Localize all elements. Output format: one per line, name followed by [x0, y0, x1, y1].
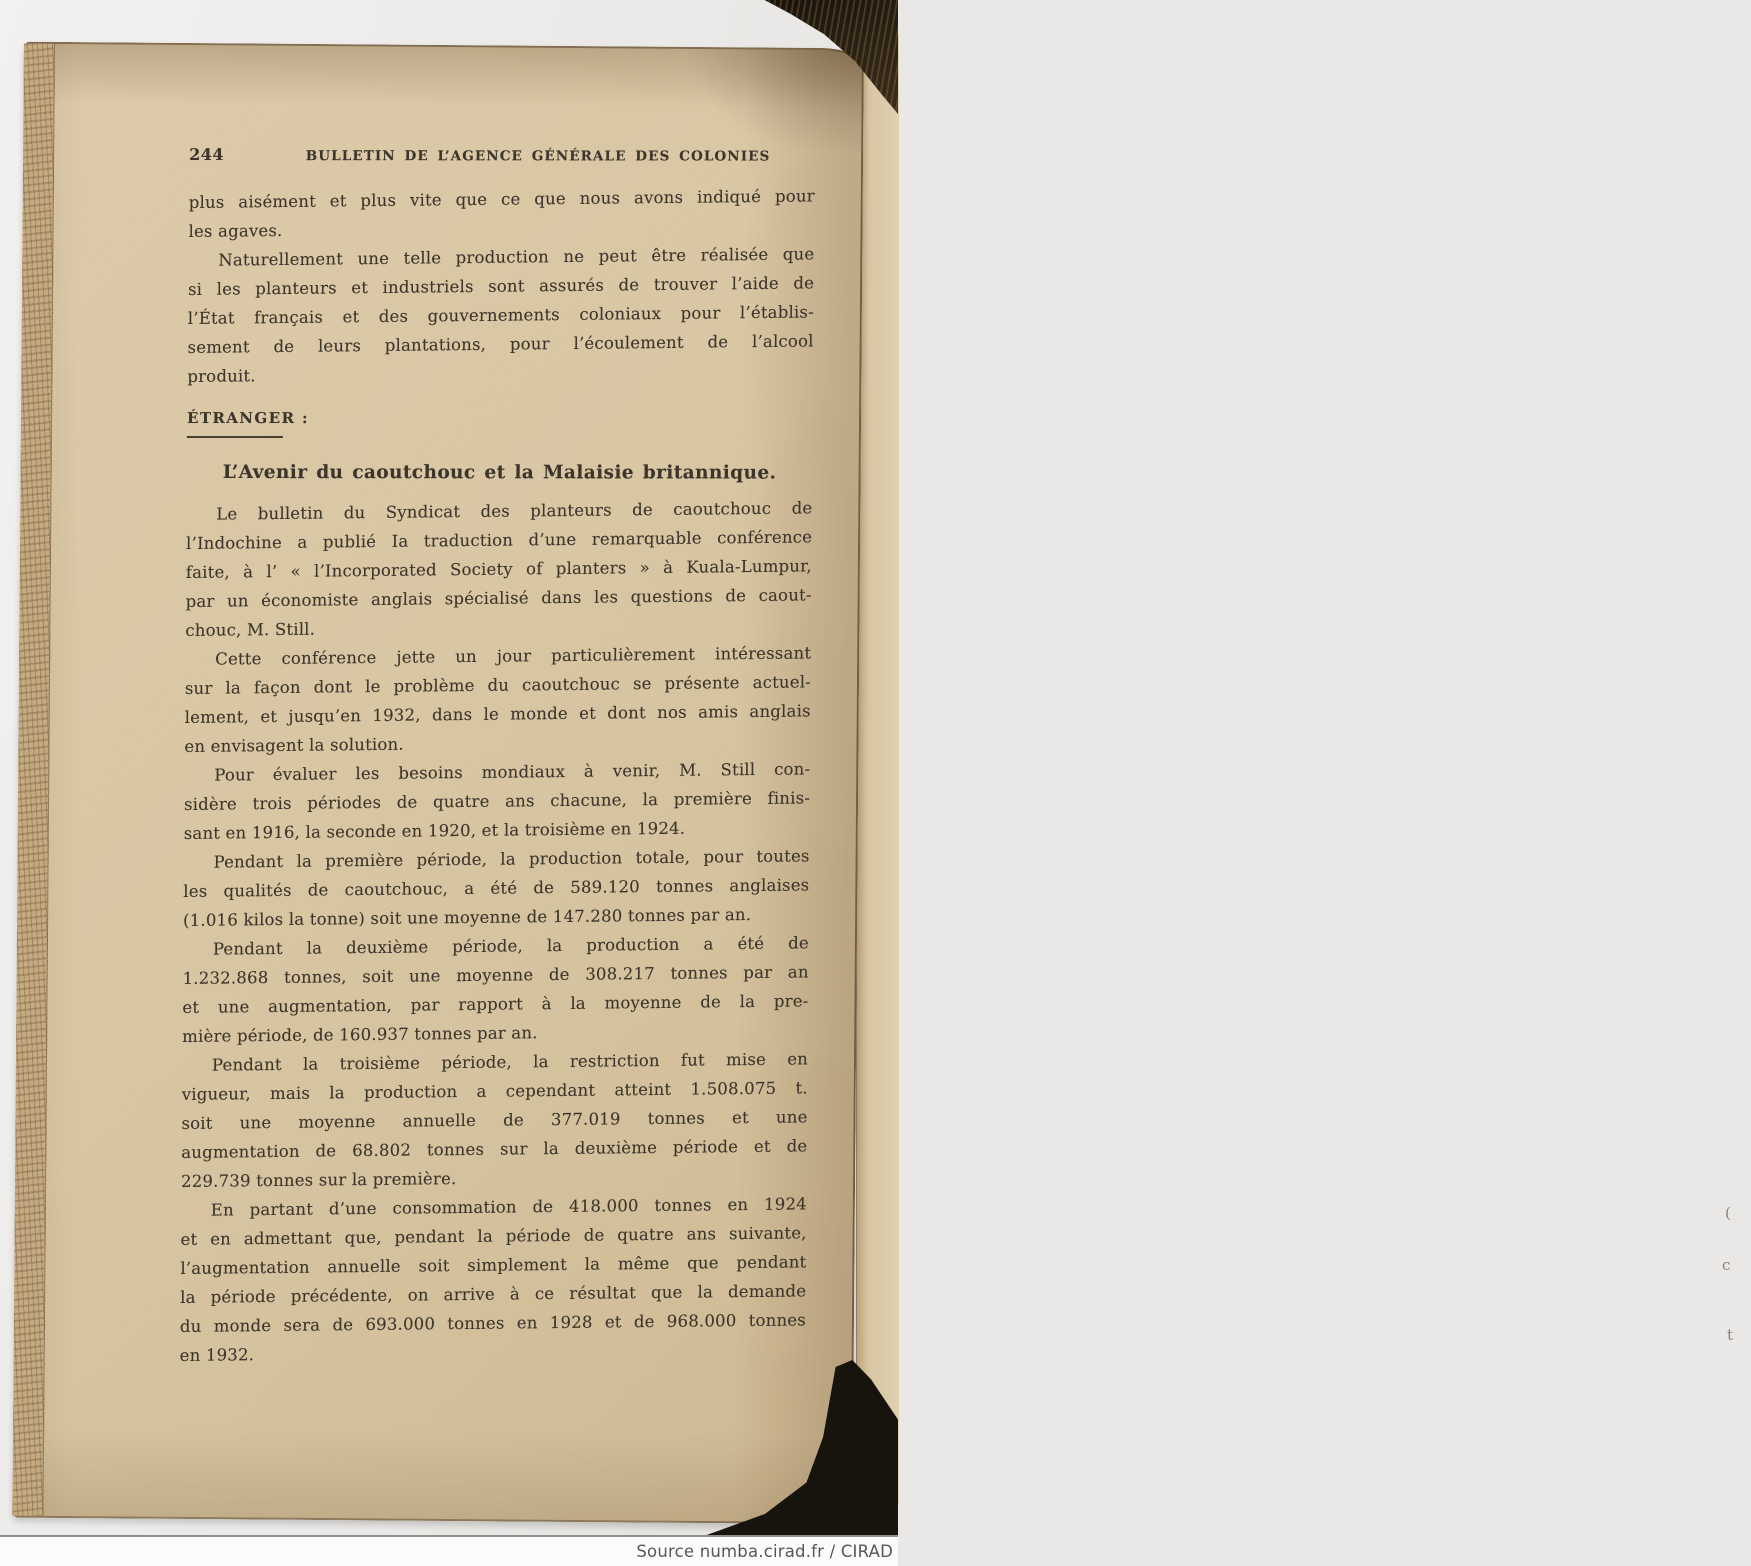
cut-glyph: (	[1725, 1204, 1731, 1222]
section-label: ÉTRANGER :	[186, 408, 310, 428]
text-line: Pendant la deuxième période, la production a été de	[212, 933, 810, 959]
running-header	[189, 145, 815, 165]
text-line: Cette conférence jette un jour particulièrement intéressant	[215, 643, 812, 669]
text-line: l’Indochine a publié Ia traduction d’une remarquable conférence	[185, 527, 813, 553]
paragraph	[184, 761, 811, 853]
text-line: 229.739 tonnes sur la première.	[180, 1169, 457, 1191]
paragraph	[184, 645, 811, 766]
text-line: chouc, M. Still.	[185, 619, 316, 640]
text-line: vigueur, mais la production a cependant atteint 1.508.075 t.	[181, 1078, 808, 1104]
cut-glyph: t	[1727, 1326, 1734, 1344]
cut-glyph: c	[1722, 1256, 1731, 1274]
paragraph	[187, 246, 814, 396]
article-title: L’Avenir du caoutchouc et la Malaisie britannique.	[222, 462, 777, 484]
text-line: augmentation de 68.802 tonnes sur la deuxième période et de	[181, 1136, 808, 1162]
book-page	[12, 42, 864, 1525]
page-content	[180, 145, 816, 1375]
page-number: 244	[189, 144, 225, 165]
text-line: (1.016 kilos la tonne) soit une moyenne de 147.280 tonnes par an.	[183, 905, 752, 930]
text-line: les agaves.	[188, 220, 283, 241]
paragraph	[185, 500, 812, 650]
paragraph	[182, 935, 809, 1056]
source-attribution: Source numba.cirad.fr / CIRAD	[636, 1542, 893, 1561]
text-line: soit une moyenne annuelle de 377.019 tonnes et une	[181, 1107, 808, 1133]
section-rule	[187, 436, 283, 438]
text-line: produit.	[187, 366, 256, 386]
intro-paragraphs	[187, 188, 815, 396]
journal-title: BULLETIN DE L’AGENCE GÉNÉRALE DES COLONIES	[305, 148, 771, 165]
paragraph	[181, 1051, 808, 1201]
paragraph	[180, 1196, 807, 1375]
text-line: l’État français et des gouvernements coloniaux pour l’établis-	[187, 302, 814, 328]
text-line: sidère trois périodes de quatre ans chacune, la première finis-	[183, 788, 811, 814]
text-line: si les planteurs et industriels sont assurés de trouver l’aide de	[187, 273, 815, 299]
text-line: En partant d’une consommation de 418.000 tonnes en 1924	[210, 1194, 807, 1220]
text-line: et en admettant que, pendant la période de quatre ans suivante,	[180, 1223, 807, 1249]
text-line: par un économiste anglais spécialisé dans les questions de caout-	[185, 585, 812, 611]
text-line: Naturellement une telle production ne peut être réalisée que	[218, 244, 815, 270]
text-line: la période précédente, on arrive à ce résultat que la demande	[180, 1281, 807, 1307]
text-line: sement de leurs plantations, pour l’écoulement de l’alcool	[187, 331, 814, 357]
page-deckle-edge	[12, 44, 55, 1516]
section-heading	[187, 407, 813, 439]
text-line: du monde sera de 693.000 tonnes en 1928 et de 968.000 tonnes	[179, 1310, 807, 1336]
facing-page-edge	[856, 34, 1734, 1504]
paragraph	[183, 848, 810, 940]
text-line: sur la façon dont le problème du caoutchouc se présente actuel-	[184, 672, 812, 698]
text-line: mière période, de 160.937 tonnes par an.	[182, 1023, 538, 1046]
text-line: l’augmentation annuelle soit simplement la même que pendant	[180, 1252, 807, 1278]
text-line: 1.232.868 tonnes, soit une moyenne de 308.217 tonnes par an	[182, 962, 809, 988]
text-line: Le bulletin du Syndicat des planteurs de caoutchouc de	[216, 498, 813, 524]
text-line: en envisagent la solution.	[184, 734, 404, 756]
text-line: Pour évaluer les besoins mondiaux à venir, M. Still con-	[214, 759, 811, 785]
text-line: Pendant la troisième période, la restriction fut mise en	[211, 1049, 809, 1075]
text-line: et une augmentation, par rapport à la moyenne de la pre-	[182, 991, 809, 1017]
text-line: Pendant la première période, la production totale, pour toutes	[213, 846, 810, 872]
text-line: en 1932.	[179, 1345, 255, 1365]
text-line: lement, et jusqu’en 1932, dans le monde et dont nos amis anglais	[184, 701, 811, 727]
text-line: faite, à l’ « l’Incorporated Society of planters » à Kuala-Lumpur,	[185, 556, 812, 582]
attribution-bar	[0, 1535, 898, 1566]
text-line: les qualités de caoutchouc, a été de 589.120 tonnes anglaises	[183, 875, 810, 901]
text-line: plus aisément et plus vite que ce que nous avons indiqué pour	[188, 186, 815, 212]
text-line: sant en 1916, la seconde en 1920, et la troisième en 1924.	[183, 818, 686, 843]
article-paragraphs	[180, 500, 813, 1375]
facing-page-cut-text	[1721, 1204, 1751, 1374]
